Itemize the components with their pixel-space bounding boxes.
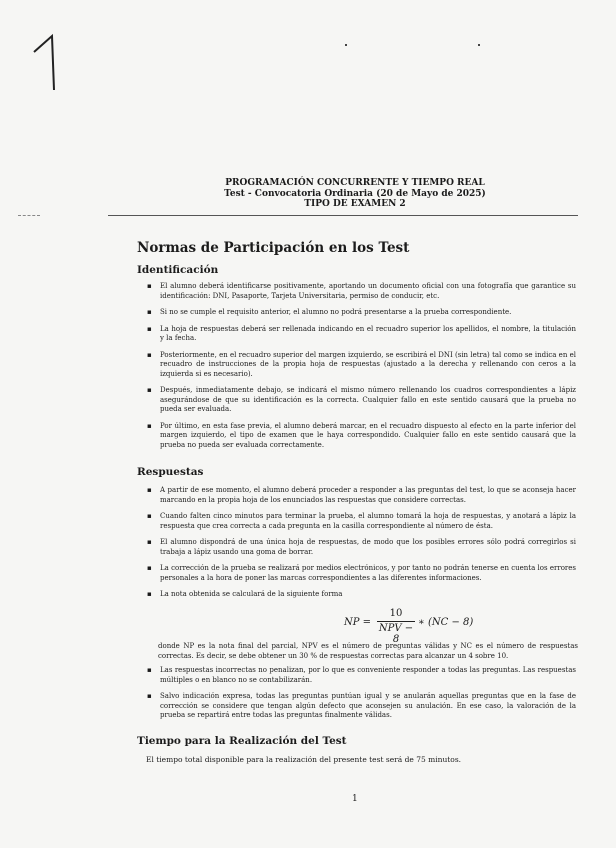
list-item: ▪ Después, inmediatamente debajo, se indicará el mismo número rellenando los cuadros correspondientes a lápiz asegurándose de que su identificación es la correcta. Cualquier fallo en este sentido causará que la prueba no pueda ser evaluada. — [146, 386, 576, 415]
list-item: ▪ Si no se cumple el requisito anterior, el alumno no podrá presentarse a la prueba correspondiente. — [146, 308, 576, 318]
respuestas-list-2 — [146, 666, 576, 728]
formula-note: donde NP es la nota final del parcial, NPV es el número de preguntas válidas y NC es el número de respuestas correctas. Es decir, se debe obtener un 30 % de respuestas correctas para alcanzar un 4 sobre 10. — [158, 642, 578, 660]
fraction-bar — [377, 621, 415, 622]
list-item: ▪ La hoja de respuestas deberá ser rellenada indicando en el recuadro superior los apellidos, el nombre, la titulación y la fecha. — [146, 325, 576, 344]
scan-speck — [478, 44, 480, 46]
grade-formula — [344, 608, 474, 645]
identificacion-list — [146, 282, 576, 457]
exam-header — [160, 178, 550, 210]
list-item: ▪ La corrección de la prueba se realizará por medios electrónicos, y por tanto no podrán tenerse en cuenta los errores personales a la hora de poner las marcas correspondientes a las diferentes informaciones. — [146, 564, 576, 583]
formula-lhs: NP = — [344, 617, 372, 628]
list-item: ▪ El alumno deberá identificarse positivamente, aportando un documento oficial con una fotografía que garantice su identificación: DNI, Pasaporte, Tarjeta Universitaria, permiso de conducir, etc. — [146, 282, 576, 301]
formula-denominator: NPV − 8 — [378, 623, 414, 645]
list-item: ▪ La nota obtenida se calculará de la siguiente forma — [146, 590, 576, 600]
list-item: ▪ El alumno dispondrá de una única hoja de respuestas, de modo que los posibles errores sólo podrá corregirlos si trabaja a lápiz usando una goma de borrar. — [146, 538, 576, 557]
divider-left — [18, 215, 40, 216]
pen-stroke-mark — [30, 32, 70, 94]
formula-rhs: ∗ (NC − 8) — [418, 617, 474, 628]
list-item: ▪ Salvo indicación expresa, todas las preguntas puntúan igual y se anularán aquellas preguntas que en la fase de corrección se considere que tengan algún defecto que aconsejen su anulación. En ese caso, la valoración de la prueba se repartirá entre todas las preguntas finalmente válidas. — [146, 692, 576, 721]
section-heading-identificacion: Identificación — [137, 264, 219, 276]
list-item: ▪ Por último, en esta fase previa, el alumno deberá marcar, en el recuadro dispuesto al efecto en la parte inferior del margen izquierdo, el tipo de examen que le haya correspondido. Cualquier fallo en este sentido causará que la prueba no pueda ser evaluada correctamente. — [146, 422, 576, 451]
section-heading-tiempo: Tiempo para la Realización del Test — [137, 735, 347, 747]
scan-speck — [345, 44, 347, 46]
time-text: El tiempo total disponible para la realización del presente test será de 75 minutos. — [146, 755, 462, 764]
page-number: 1 — [352, 794, 358, 804]
list-item: ▪ Las respuestas incorrectas no penalizan, por lo que es conveniente responder a todas las preguntas. Las respuestas múltiples o en blanco no se contabilizarán. — [146, 666, 576, 685]
list-item: ▪ Cuando falten cinco minutos para terminar la prueba, el alumno tomará la hoja de respuestas, y anotará a lápiz la respuesta que crea correcta a cada pregunta en la casilla correspondiente al número de ésta. — [146, 512, 576, 531]
page-title: Normas de Participación en los Test — [137, 240, 410, 256]
formula-numerator: 10 — [389, 608, 403, 619]
exam-session: Test - Convocatoria Ordinaria (20 de Mayo de 2025) — [224, 188, 486, 199]
divider — [108, 215, 578, 216]
list-item: ▪ A partir de ese momento, el alumno deberá proceder a responder a las preguntas del test, lo que se aconseja hacer marcando en la propia hoja de los enunciados las respuestas que considere correctas. — [146, 486, 576, 505]
section-heading-respuestas: Respuestas — [137, 466, 204, 478]
respuestas-list — [146, 486, 576, 607]
course-title: PROGRAMACIÓN CONCURRENTE Y TIEMPO REAL — [225, 178, 485, 188]
exam-type: TIPO DE EXAMEN 2 — [304, 199, 406, 209]
list-item: ▪ Posteriormente, en el recuadro superior del margen izquierdo, se escribirá el DNI (sin letra) tal como se indica en el recuadro de instrucciones de la propia hoja de respuestas (ajustado a la derecha y rellenando con ceros a la izquierda si es necesario). — [146, 351, 576, 380]
